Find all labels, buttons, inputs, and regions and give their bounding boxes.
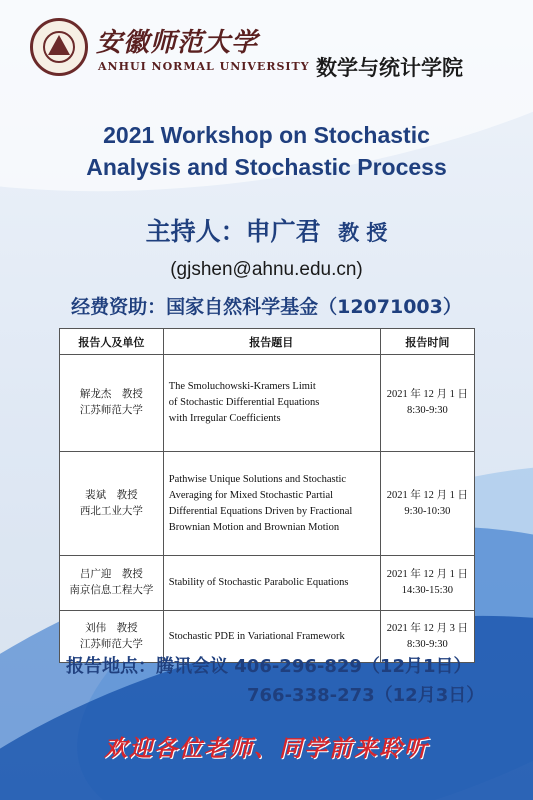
speaker-name: 吕广迎 教授 (79, 569, 143, 580)
talk-title-line: Pathwise Unique Solutions and Stochastic (168, 473, 347, 485)
talk-time: 8:30-9:30 (406, 405, 448, 416)
header-title: 报告题目 (163, 329, 380, 355)
talk-title-line: The Smoluchowski-Kramers Limit (168, 381, 316, 392)
host-name: 申广君 (245, 217, 321, 246)
speaker-name: 解龙杰 教授 (79, 389, 143, 400)
talk-time-cell (380, 355, 474, 452)
talk-time-cell (380, 556, 474, 611)
speaker-cell (60, 556, 164, 611)
talk-time: 8:30-9:30 (406, 638, 448, 650)
university-name-en: ANHUI NORMAL UNIVERSITY (98, 60, 310, 73)
talk-time: 9:30-10:30 (404, 505, 451, 517)
seal-emblem (48, 35, 70, 55)
school-name: 数学与统计学院 (316, 56, 463, 80)
talk-title-line: Stability of Stochastic Parabolic Equations (168, 577, 349, 588)
talk-date: 2021 年 12 月 1 日 (386, 489, 469, 501)
host-rank: 教 授 (338, 221, 388, 245)
funding-info: 经费资助：国家自然科学基金（12071003） (71, 296, 462, 318)
table-header-row (60, 329, 475, 355)
talk-title-line: Brownian Motion and Brownian Motion (168, 521, 340, 533)
table-row (60, 355, 475, 452)
talk-title-line: Averaging for Mixed Stochastic Partial (168, 489, 334, 501)
speaker-cell (60, 452, 164, 556)
host-line (0, 212, 533, 248)
university-seal-icon (30, 18, 88, 76)
header-speaker: 报告人及单位 (60, 329, 164, 355)
table-row (60, 556, 475, 611)
workshop-title-line1: 2021 Workshop on Stochastic (103, 122, 430, 148)
speaker-name: 刘伟 教授 (85, 622, 138, 634)
speaker-unit: 西北工业大学 (79, 505, 143, 517)
speaker-name: 裴斌 教授 (85, 489, 138, 501)
workshop-title-line2: Analysis and Stochastic Process (86, 154, 447, 180)
university-name-cn: 安徽师范大学 (96, 28, 259, 58)
header-time: 报告时间 (380, 329, 474, 355)
table-row (60, 452, 475, 556)
venue-line1: 报告地点：腾讯会议 406-296-829（12月1日） (66, 656, 472, 677)
welcome-message: 欢迎各位老师、同学前来聆听 (104, 735, 429, 762)
talk-title-line: Stochastic PDE in Variational Framework (168, 630, 345, 642)
schedule-table (59, 328, 475, 663)
talk-time: 14:30-15:30 (401, 585, 454, 596)
host-email: (gjshen@ahnu.edu.cn) (170, 259, 363, 280)
host-label: 主持人： (145, 217, 246, 246)
talk-title-line: Differential Equations Driven by Fractional (168, 505, 353, 517)
speaker-unit: 江苏师范大学 (79, 638, 143, 650)
speaker-cell (60, 355, 164, 452)
talk-date: 2021 年 12 月 3 日 (386, 622, 469, 634)
talk-title-line: of Stochastic Differential Equations (168, 397, 320, 408)
venue-line2: 766-338-273（12月3日） (247, 685, 485, 706)
talk-title-cell (163, 556, 380, 611)
talk-date: 2021 年 12 月 1 日 (386, 389, 469, 400)
talk-title-cell (163, 355, 380, 452)
talk-title-line: with Irregular Coefficients (168, 413, 281, 424)
talk-title-cell (163, 452, 380, 556)
talk-date: 2021 年 12 月 1 日 (386, 569, 469, 580)
speaker-unit: 南京信息工程大学 (69, 585, 154, 596)
talk-time-cell (380, 452, 474, 556)
speaker-unit: 江苏师范大学 (79, 405, 143, 416)
